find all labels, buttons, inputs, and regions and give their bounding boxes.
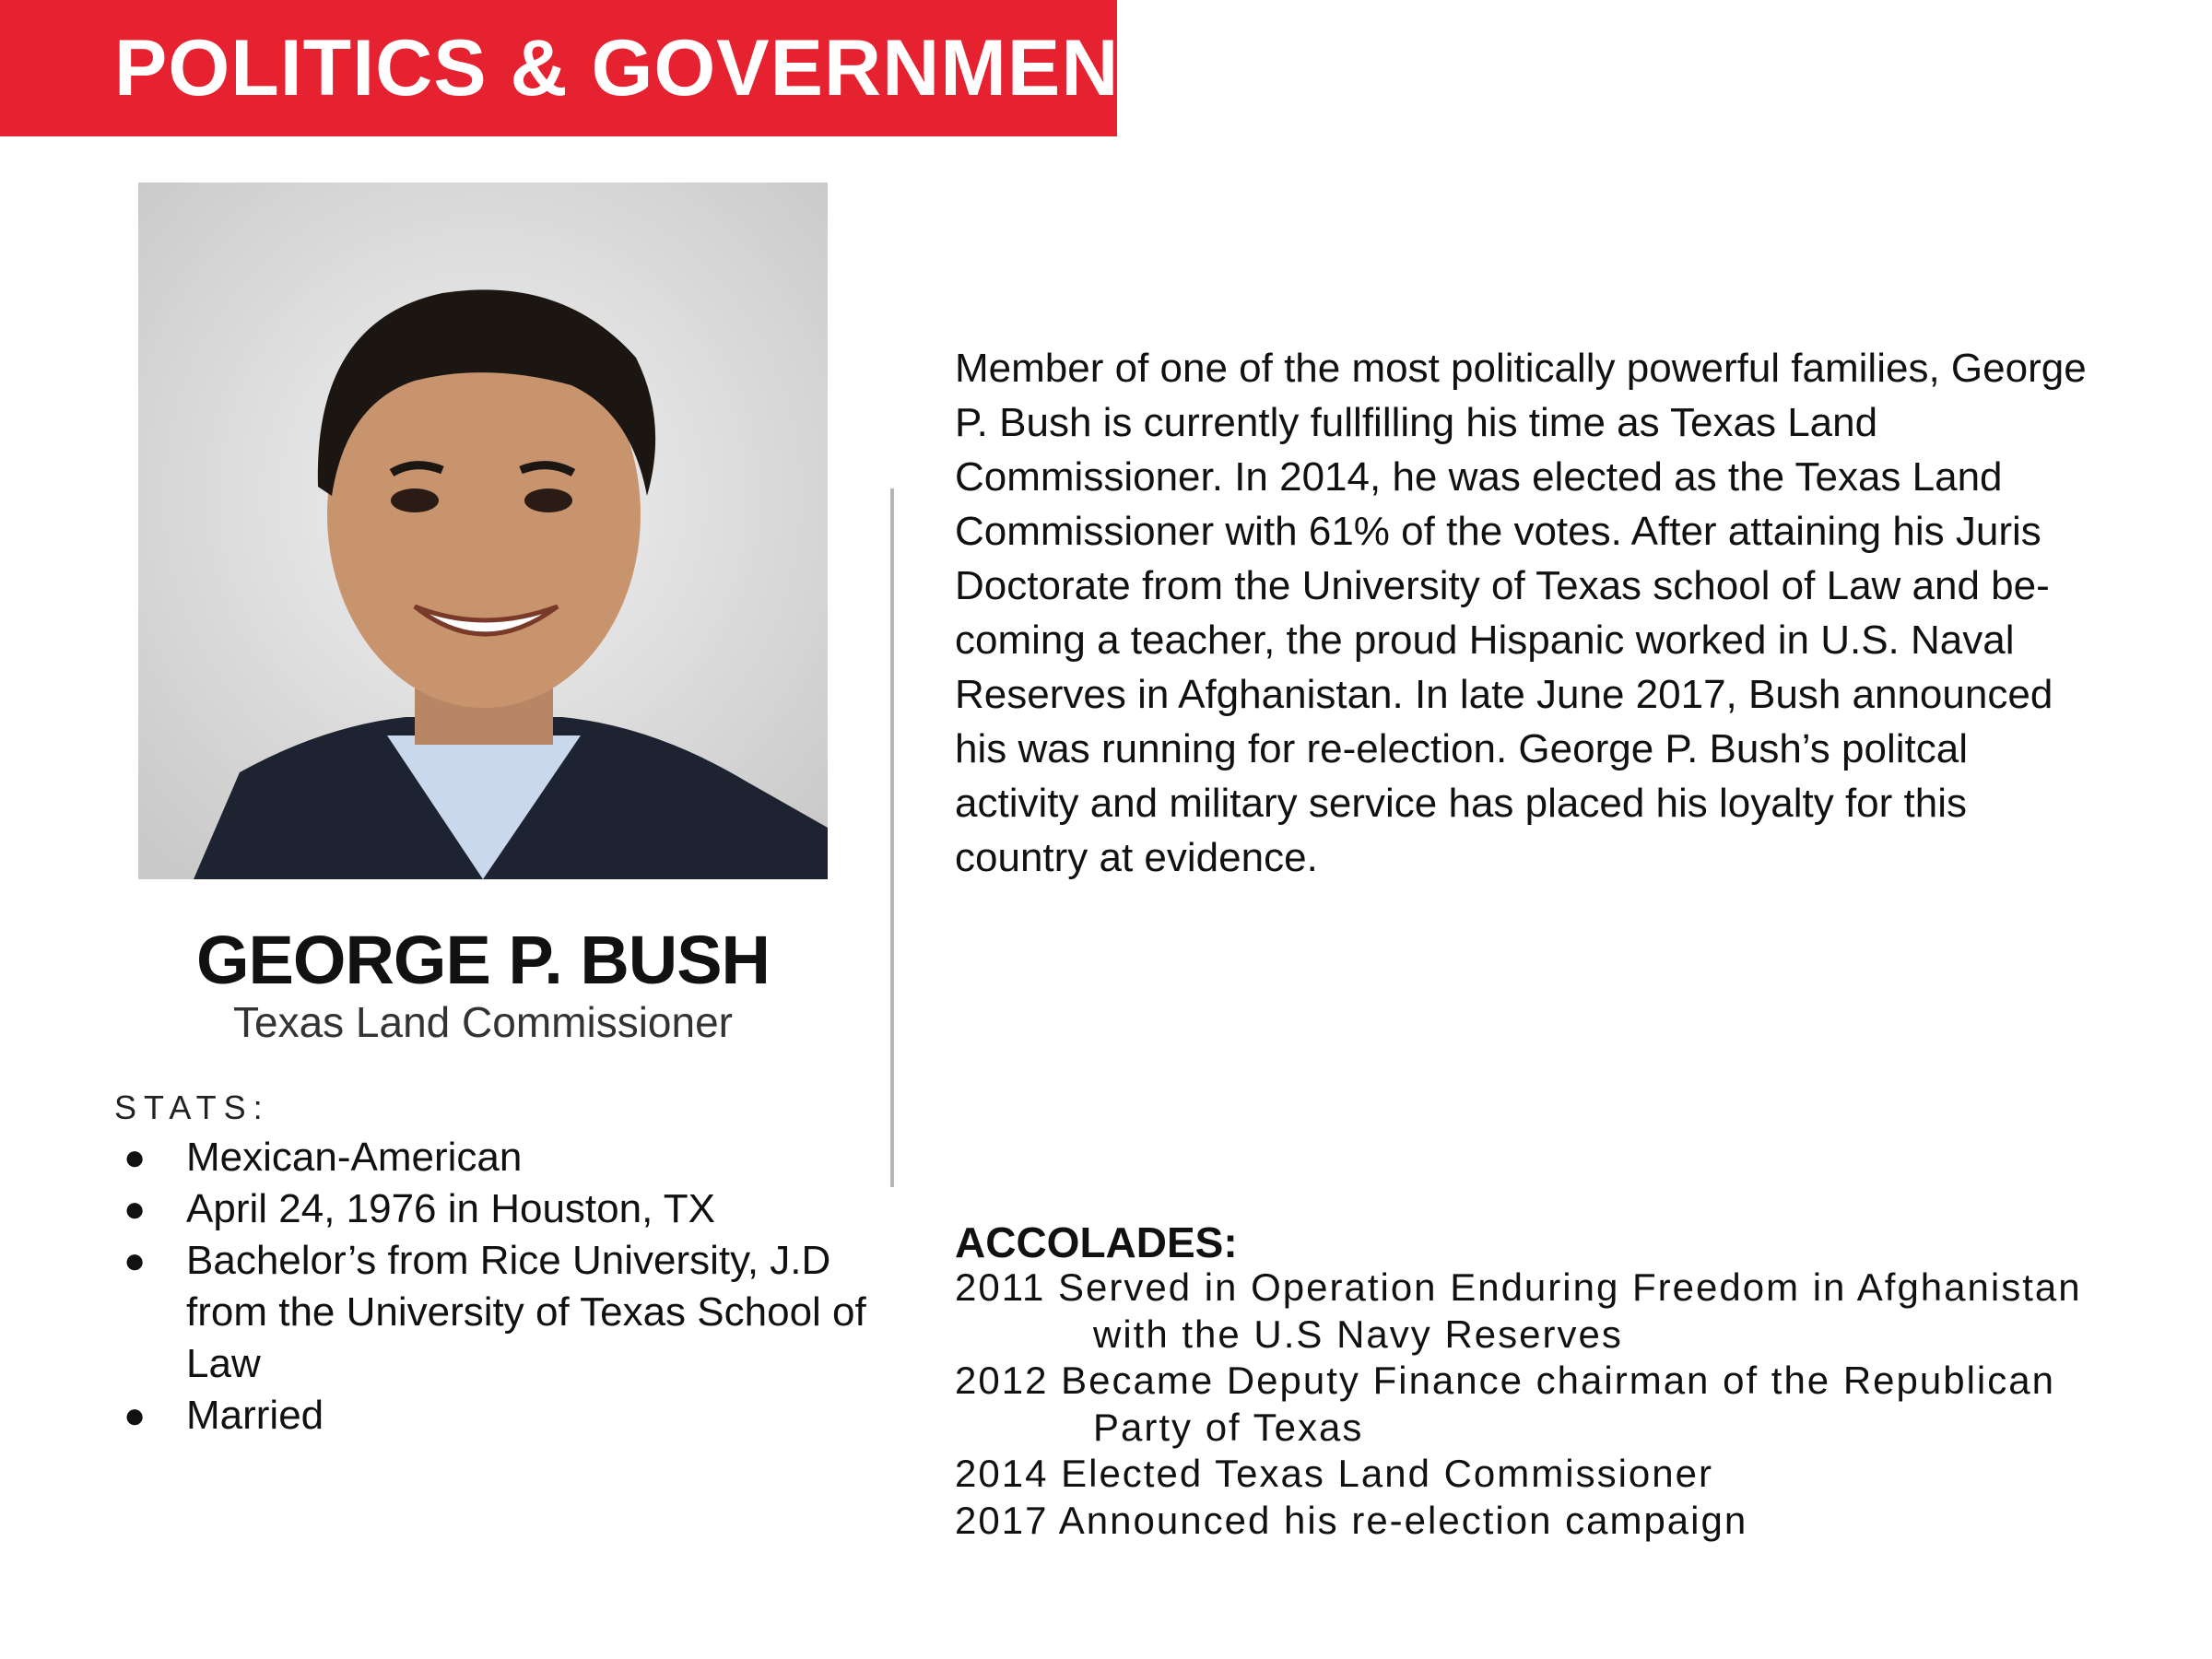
list-item <box>114 1235 870 1390</box>
bullet-icon: ● <box>124 1137 147 1178</box>
stat-text: Married <box>186 1393 324 1438</box>
section-banner <box>0 0 1169 136</box>
list-item: 2014 Elected Texas Land Commissioner <box>955 1452 1713 1495</box>
stats-list <box>114 1132 870 1441</box>
list-item <box>114 1390 870 1441</box>
stats-heading: STATS: <box>114 1088 270 1126</box>
stat-text: Mexican-American <box>186 1135 523 1180</box>
biography-text: Member of one of the most politically powerful families, George P. Bush is currently fullfilling his time as Texas Land Commissioner. In 2014, he was elected as the Texas Land Commissioner with 61% of the votes. After attaining his Juris Doctorate from the University of Texas school of Law and be-coming a teacher, the proud Hispanic worked in U.S. Naval Reserves in Afghanistan. In late June 2017, Bush announced his was running for re-election. George P. Bush’s politcal activity and military service has placed his loyalty for this country at evidence. <box>955 346 2087 880</box>
list-item: 2017 Announced his re-election campaign <box>955 1498 1748 1542</box>
list-item <box>114 1132 870 1183</box>
person-name: GEORGE P. BUSH <box>195 922 770 998</box>
column-divider <box>890 488 894 1187</box>
section-title: POLITICS & GOVERNMENT <box>114 24 1169 112</box>
list-item: 2011 Served in Operation Enduring Freedom in Afghanistan with the U.S Navy Reserves <box>955 1265 2082 1356</box>
list-item: 2012 Became Deputy Finance chairman of the Republican Party of Texas <box>955 1359 2055 1449</box>
bullet-icon: ● <box>124 1241 147 1281</box>
portrait-photo <box>138 182 828 879</box>
stat-text: Bachelor’s from Rice University, J.D from the University of Texas School of Law <box>186 1238 866 1386</box>
bullet-icon: ● <box>124 1395 147 1436</box>
accolades-heading: ACCOLADES: <box>955 1218 1238 1266</box>
person-role: Texas Land Commissioner <box>232 998 733 1046</box>
list-item <box>114 1183 870 1235</box>
accolades-list <box>955 1265 2153 1544</box>
stat-text: April 24, 1976 in Houston, TX <box>186 1186 715 1231</box>
bullet-icon: ● <box>124 1189 147 1230</box>
